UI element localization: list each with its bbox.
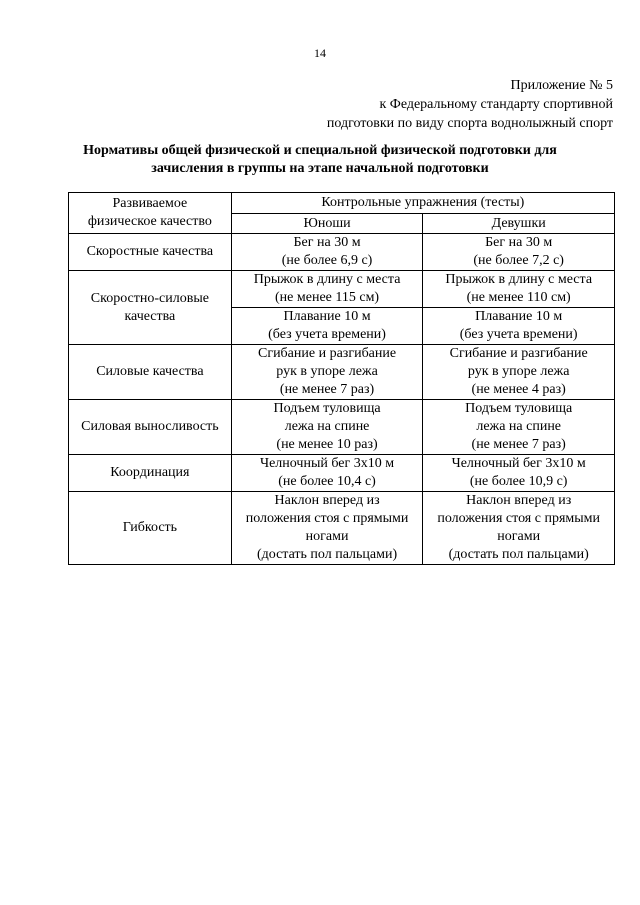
boys-norm: Подъем туловища лежа на спине (не менее 10 раз)	[273, 401, 381, 452]
table-row	[69, 455, 615, 492]
quality-label: Силовая выносливость	[81, 419, 219, 434]
header-boys-cell	[231, 214, 423, 234]
girls-norm: Подъем туловища лежа на спине (не менее 7 раз)	[465, 401, 573, 452]
boys-norm-cell	[231, 492, 423, 565]
title-line-1: Нормативы общей физической и специальной физической подготовки для	[83, 143, 557, 158]
quality-label: Координация	[110, 465, 190, 480]
girls-norm: Челночный бег 3x10 м (не более 10,9 с)	[451, 456, 586, 489]
boys-norm: Сгибание и разгибание рук в упоре лежа (не менее 7 раз)	[257, 346, 397, 397]
quality-cell	[69, 271, 232, 345]
table-row	[69, 345, 615, 400]
header-quality: Развиваемое физическое качество	[87, 196, 212, 229]
header-girls-cell	[423, 214, 615, 234]
page-number: 14	[314, 46, 326, 60]
header-girls: Девушки	[491, 215, 546, 231]
quality-label: Скоростно-силовые качества	[90, 290, 209, 324]
quality-cell	[69, 455, 232, 492]
girls-norm: Наклон вперед из положения стоя с прямыми ногами (достать пол пальцами)	[437, 493, 600, 562]
girls-norm: Сгибание и разгибание рук в упоре лежа (не менее 4 раз)	[449, 346, 588, 397]
table-row	[69, 492, 615, 565]
quality-cell	[69, 234, 232, 271]
quality-cell	[69, 400, 232, 455]
table-row	[69, 271, 615, 308]
title-line-2: зачисления в группы на этапе начальной подготовки	[151, 161, 489, 176]
girls-norm-cell	[423, 308, 615, 345]
boys-norm-cell	[231, 345, 423, 400]
quality-label: Скоростные качества	[86, 244, 214, 259]
boys-norm-cell	[231, 234, 423, 271]
appendix-line-1: Приложение № 5	[510, 78, 613, 93]
girls-norm-cell	[423, 271, 615, 308]
boys-norm: Прыжок в длину с места (не менее 115 см)	[253, 272, 401, 305]
header-tests: Контрольные упражнения (тесты)	[321, 195, 525, 210]
girls-norm-cell	[423, 400, 615, 455]
appendix-line-2: к Федеральному стандарту спортивной	[379, 97, 613, 112]
boys-norm-cell	[231, 271, 423, 308]
boys-norm: Плавание 10 м (без учета времени)	[268, 309, 386, 342]
table-header-row	[69, 193, 615, 214]
norms-table	[68, 192, 615, 565]
boys-norm: Челночный бег 3x10 м (не более 10,4 с)	[259, 456, 395, 489]
quality-label: Гибкость	[122, 520, 178, 535]
girls-norm-cell	[423, 234, 615, 271]
girls-norm: Прыжок в длину с места (не менее 110 см)	[445, 272, 593, 305]
boys-norm-cell	[231, 308, 423, 345]
header-quality-cell	[69, 193, 232, 234]
girls-norm: Плавание 10 м (без учета времени)	[459, 309, 578, 342]
appendix-header	[327, 76, 613, 133]
boys-norm-cell	[231, 400, 423, 455]
boys-norm: Наклон вперед из положения стоя с прямыми ногами (достать пол пальцами)	[245, 493, 409, 562]
girls-norm-cell	[423, 455, 615, 492]
appendix-line-3: подготовки по виду спорта воднолыжный спорт	[326, 116, 613, 131]
header-tests-cell	[231, 193, 614, 214]
girls-norm-cell	[423, 345, 615, 400]
boys-norm-cell	[231, 455, 423, 492]
quality-cell	[69, 345, 232, 400]
girls-norm-cell	[423, 492, 615, 565]
document-title	[60, 142, 580, 178]
boys-norm: Бег на 30 м (не более 6,9 с)	[281, 235, 373, 268]
quality-label: Силовые качества	[96, 364, 204, 379]
quality-cell	[69, 492, 232, 565]
table-row	[69, 400, 615, 455]
header-boys: Юноши	[303, 215, 351, 231]
table-row	[69, 234, 615, 271]
girls-norm: Бег на 30 м (не более 7,2 с)	[473, 235, 564, 268]
